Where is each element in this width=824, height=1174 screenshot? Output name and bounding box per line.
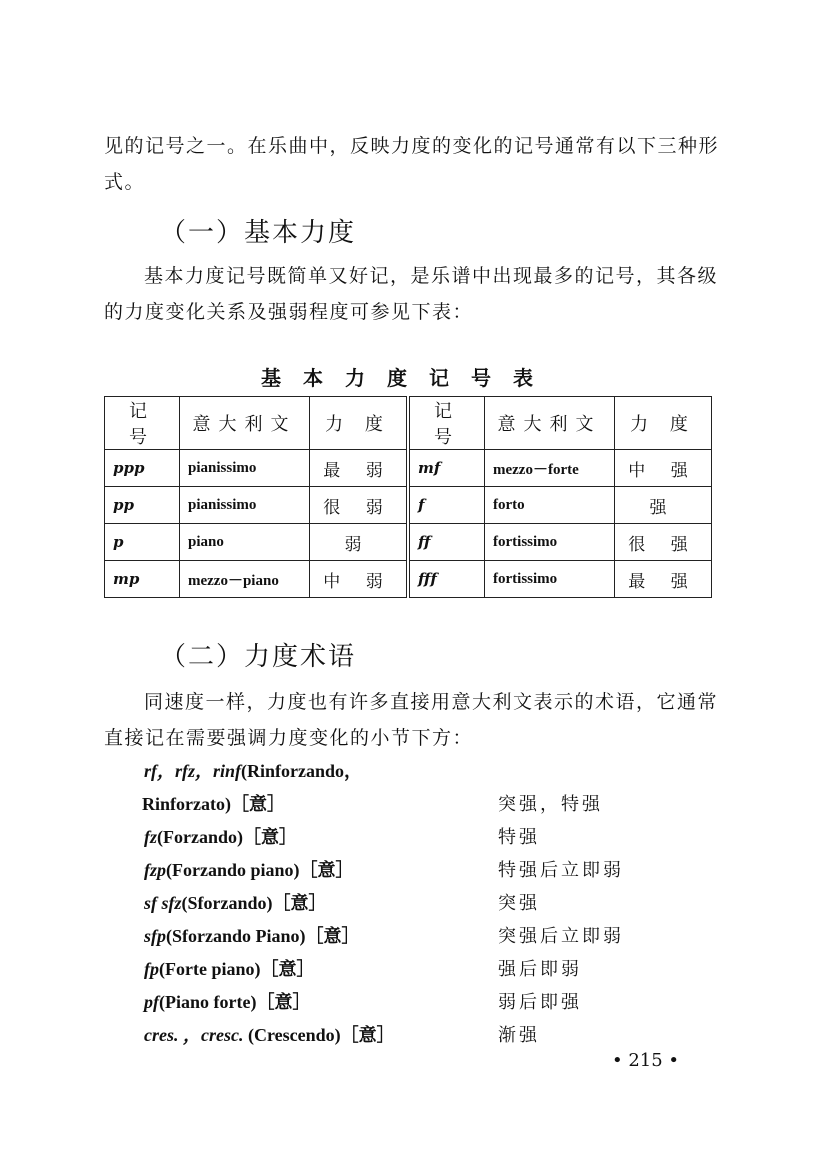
cell-symbol: mp <box>105 561 180 598</box>
term-meaning: 强后即弱 <box>498 959 582 980</box>
table-header-row <box>105 397 712 450</box>
dynamics-table <box>104 396 712 598</box>
list-item <box>144 920 724 953</box>
cell-symbol: mf <box>408 450 485 487</box>
header-intensity: 力 度 <box>615 397 712 450</box>
cell-intensity: 很 弱 <box>310 487 409 524</box>
section-heading-dynamic-terms: （二）力度术语 <box>160 642 357 672</box>
term-name: (Rinforzando， <box>241 761 363 781</box>
term-meaning: 弱后即强 <box>498 992 582 1013</box>
list-item <box>144 986 724 1019</box>
page-number: • 215 • <box>612 1050 680 1071</box>
term-name: (Piano forte)［意］ <box>159 992 311 1012</box>
term-symbol: pf <box>144 992 159 1012</box>
term-name: (Sforzando Piano)［意］ <box>166 926 360 946</box>
table-title: 基本力度记号表 <box>261 366 555 390</box>
header-italian: 意大利文 <box>485 397 615 450</box>
cell-symbol: f <box>408 487 485 524</box>
cell-intensity: 中 强 <box>615 450 712 487</box>
cell-symbol: pp <box>105 487 180 524</box>
cell-italian: piano <box>180 524 310 561</box>
cell-italian: mezzo－piano <box>180 561 310 598</box>
cell-symbol: fff <box>408 561 485 598</box>
term-name: Rinforzato)［意］ <box>142 794 285 814</box>
term-name: (Sforzando)［意］ <box>181 893 327 913</box>
table-row <box>105 450 712 487</box>
header-symbol: 记 号 <box>105 397 180 450</box>
cell-italian: forto <box>485 487 615 524</box>
cell-symbol: ff <box>408 524 485 561</box>
term-symbol: fzp <box>144 860 166 880</box>
cell-italian: pianissimo <box>180 450 310 487</box>
term-meaning: 突强，特强 <box>498 794 603 815</box>
cell-italian: mezzo－forte <box>485 450 615 487</box>
cell-intensity: 强 <box>615 487 712 524</box>
list-item <box>144 755 724 788</box>
term-symbol: sf sfz <box>144 893 182 913</box>
table-row <box>105 524 712 561</box>
cell-symbol: ppp <box>105 450 180 487</box>
term-symbol: fz <box>144 827 157 847</box>
header-italian: 意大利文 <box>180 397 310 450</box>
terms-list <box>144 755 724 1052</box>
cell-intensity: 弱 <box>310 524 409 561</box>
cell-intensity: 最 强 <box>615 561 712 598</box>
section1-paragraph: 基本力度记号既简单又好记，是乐谱中出现最多的记号，其各级的力度变化关系及强弱程度可参见下表： <box>104 265 719 323</box>
term-meaning: 突强后立即弱 <box>498 926 624 947</box>
term-name: (Forzando piano)［意］ <box>166 860 354 880</box>
table-row <box>105 561 712 598</box>
intro-paragraph: 见的记号之一。在乐曲中，反映力度的变化的记号通常有以下三种形式。 <box>104 135 720 193</box>
table-row <box>105 487 712 524</box>
term-symbol: cres. ，cresc. <box>144 1025 244 1045</box>
list-item <box>144 953 724 986</box>
term-meaning: 渐强 <box>498 1025 540 1046</box>
term-name: (Forte piano)［意］ <box>159 959 315 979</box>
cell-intensity: 很 强 <box>615 524 712 561</box>
cell-italian: fortissimo <box>485 524 615 561</box>
list-item <box>144 854 724 887</box>
list-item <box>144 821 724 854</box>
section-heading-basic-dynamics: （一）基本力度 <box>160 218 357 248</box>
list-item <box>144 788 724 821</box>
term-meaning: 特强后立即弱 <box>498 860 624 881</box>
section2-paragraph: 同速度一样，力度也有许多直接用意大利文表示的术语，它通常直接记在需要强调力度变化的小节下方： <box>104 691 719 749</box>
cell-intensity: 中 弱 <box>310 561 409 598</box>
term-name: (Crescendo)［意］ <box>243 1025 395 1045</box>
cell-symbol: p <box>105 524 180 561</box>
cell-intensity: 最 弱 <box>310 450 409 487</box>
cell-italian: pianissimo <box>180 487 310 524</box>
term-symbol: sfp <box>144 926 166 946</box>
list-item <box>144 1019 724 1052</box>
term-meaning: 特强 <box>498 827 540 848</box>
term-symbol: fp <box>144 959 159 979</box>
cell-italian: fortissimo <box>485 561 615 598</box>
term-symbol: rf，rfz，rinf <box>144 761 242 781</box>
header-symbol: 记 号 <box>408 397 485 450</box>
term-meaning: 突强 <box>498 893 540 914</box>
term-name: (Forzando)［意］ <box>157 827 297 847</box>
list-item <box>144 887 724 920</box>
header-intensity: 力 度 <box>310 397 409 450</box>
